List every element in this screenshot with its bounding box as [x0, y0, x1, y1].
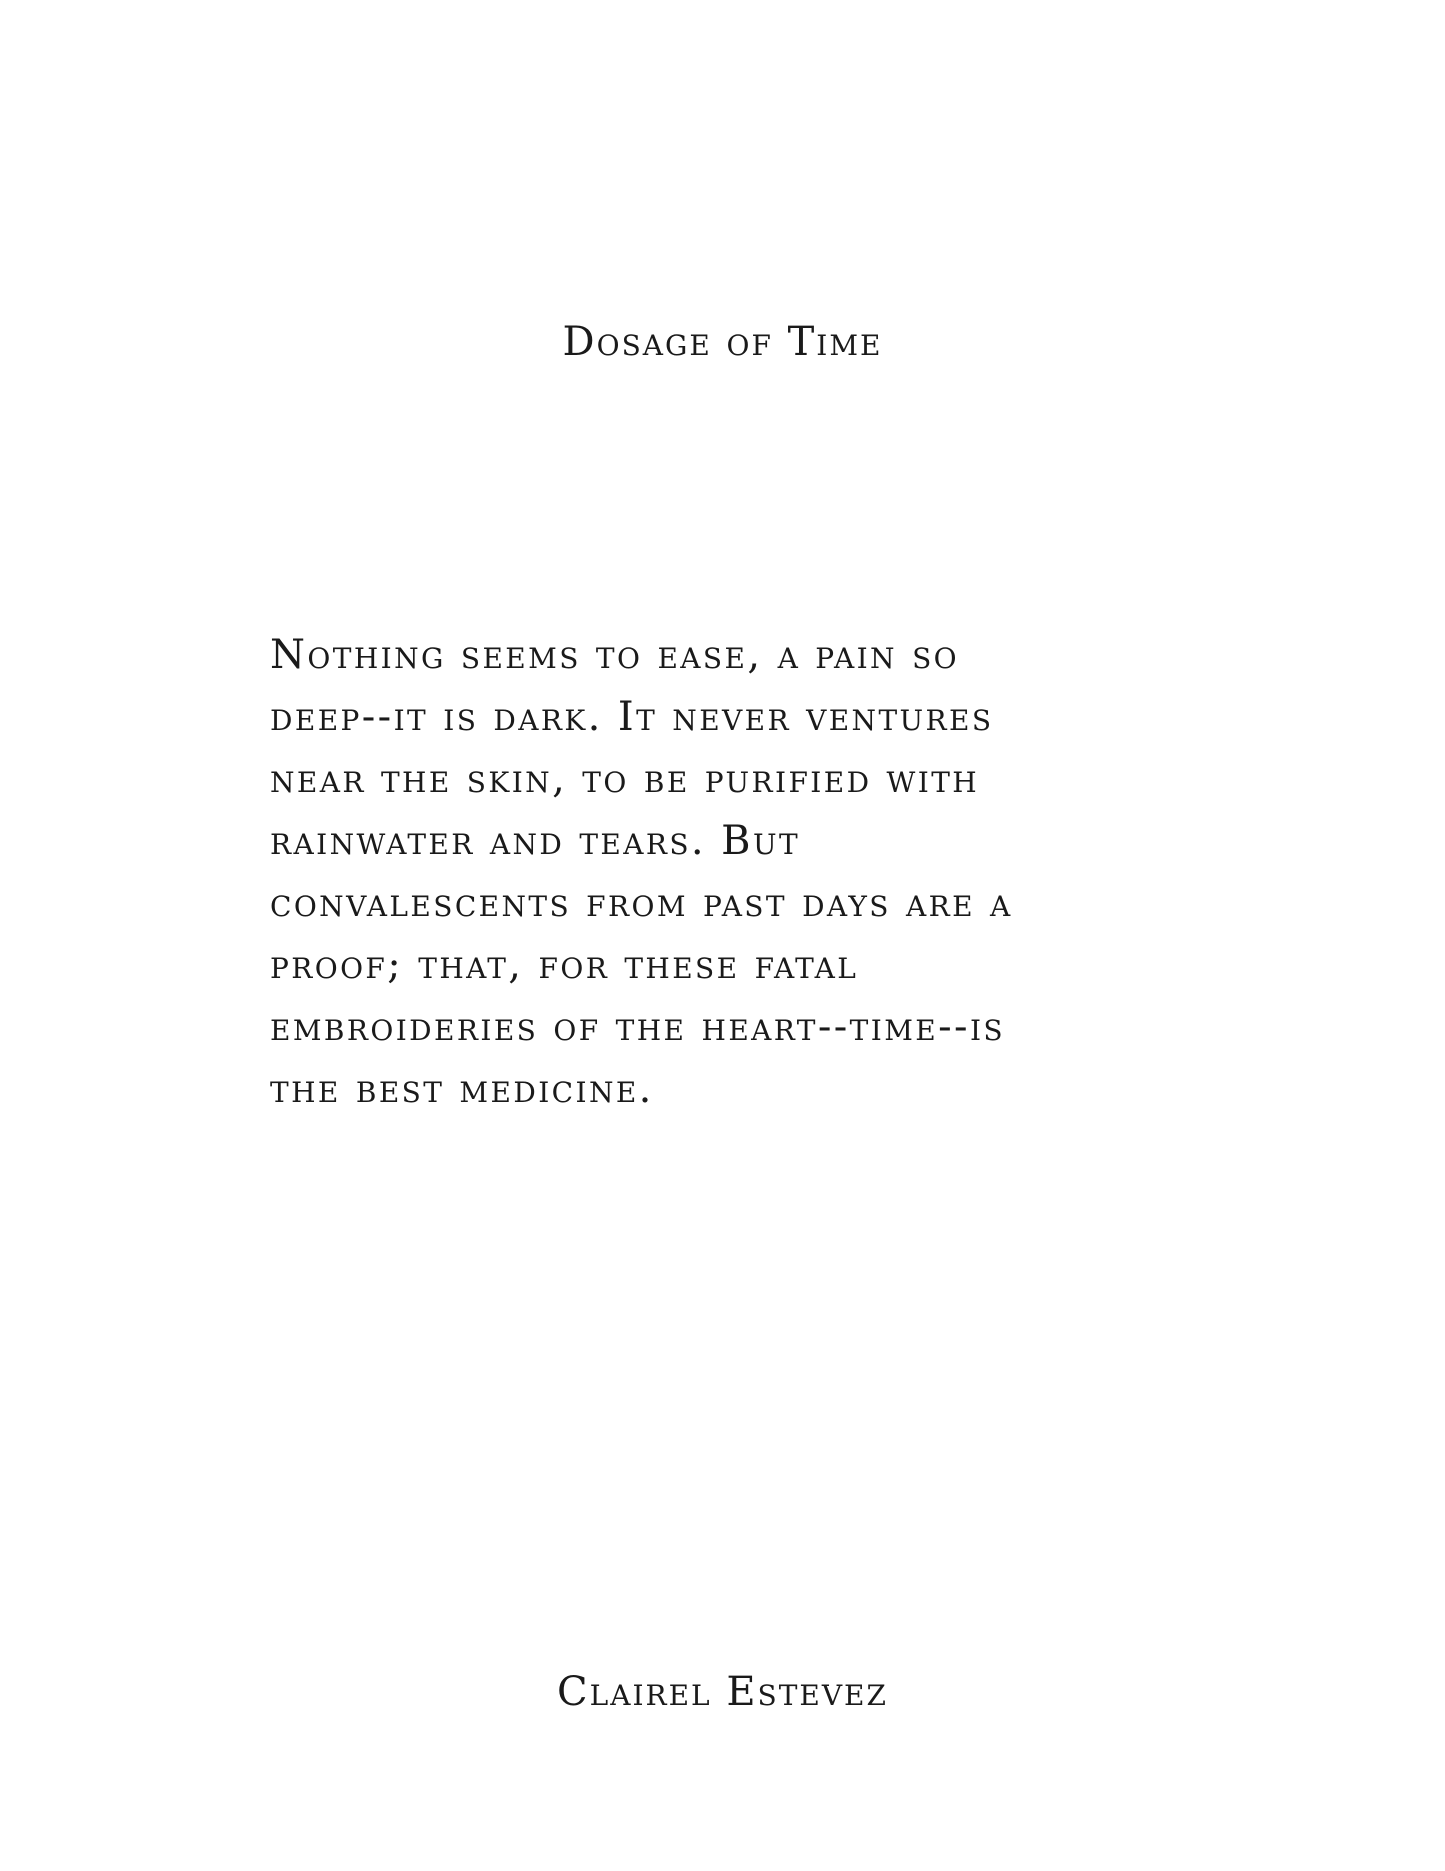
poem-line: near the skin, to be purified with	[270, 756, 980, 802]
poem-line: the best medicine.	[270, 1066, 654, 1112]
poem-line: rainwater and tears. But	[270, 818, 801, 864]
poem-line: embroideries of the heart--time--is	[270, 1004, 1005, 1050]
poem-title: Dosage of Time	[562, 319, 883, 365]
poem-line: Nothing seems to ease, a pain so	[270, 632, 960, 678]
poem-line: proof; that, for these fatal	[270, 942, 859, 988]
author-name: Clairel Estevez	[557, 1669, 888, 1715]
poem-body	[270, 624, 1230, 1120]
poem-line: deep--it is dark. It never ventures	[270, 694, 994, 740]
poem-line: convalescents from past days are a	[270, 880, 1013, 926]
